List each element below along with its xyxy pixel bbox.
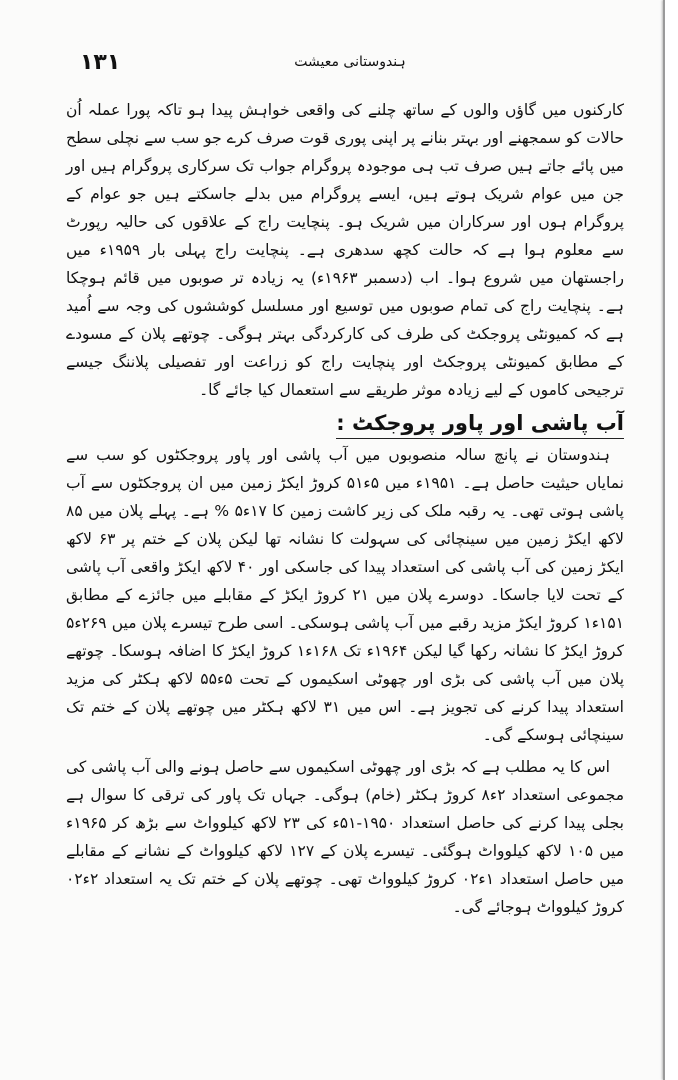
running-title: ہندوستانی معیشت — [294, 54, 406, 70]
paragraph-1: کارکنوں میں گاؤں والوں کے ساتھ چلنے کی واقعی خواہش پیدا ہو تاکہ پورا عملہ اُن حالات کو سمجھنے اور بہتر بنانے پر اپنی پوری قوت صرف کرے جو سب سے نچلی سطح میں پائے جاتے ہیں صرف تب ہی موجودہ پروگرام جواب تک سرکاری پروگرام ہیں اور جن میں عوام شریک ہوتے ہیں، ایسے پروگرام میں بدلے جاسکتے ہیں جو عوام کے پروگرام ہوں اور سرکاران میں شریک ہو۔ پنچایت راج کے علاقوں کی حالیہ رپورٹ سے معلوم ہوا ہے کہ حالت کچھ سدھری ہے۔ پنچایت راج پہلی بار ۱۹۵۹ء میں راجستھان میں شروع ہوا۔ اب (دسمبر ۱۹۶۳ء) یہ زیادہ تر صوبوں میں قائم ہوچکا ہے۔ پنچایت راج کی تمام صوبوں میں توسیع اور مسلسل کوششوں کی وجہ سے اُمید ہے کہ کمیونٹی پروجکٹ کی طرف کی کارکردگی بہتر ہوگی۔ چوتھے پلان کے مسودے کے مطابق کمیونٹی پروجکٹ اور پنچایت راج کو زراعت اور تفصیلی پلاننگ جیسے ترجیحی کاموں کے لیے زیادہ موثر طریقے سے استعمال کیا جائے گا۔ — [66, 101, 624, 399]
page-body — [66, 96, 624, 921]
page-header — [80, 50, 620, 90]
section-heading-text: آب پاشی اور پاور پروجکٹ : — [336, 408, 624, 439]
page-edge — [663, 0, 678, 1080]
paragraph-2: ہندوستان نے پانچ سالہ منصوبوں میں آب پاشی اور پاور پروجکٹوں کو سب سے نمایاں حیثیت حاصل ہے۔ ۱۹۵۱ء میں ۵ء۵۱ کروڑ ایکڑ زمین میں ان پروجکٹوں سے آب پاشی ہوتی تھی۔ یہ رقبہ ملک کی زیر کاشت زمین کا ۱۷ء۵ % ہے۔ پہلے پلان میں ۸۵ لاکھ ایکڑ زمین میں سینچائی کی سہولت کا نشانہ تھا لیکن پلان کے ختم پر ۶۳ لاکھ ایکڑ زمین کی آب پاشی کی استعداد پیدا کی جاسکی اور ۴۰ لاکھ ایکڑ واقعی آب پاشی کے تحت لایا جاسکا۔ دوسرے پلان میں ۲۱ کروڑ ایکڑ کے مقابلے میں جائزے کے مطابق ۱۵۱ء۱ کروڑ ایکڑ مزید رقبے میں آب پاشی ہوسکی۔ اسی طرح تیسرے پلان میں ۲۶۹ء۵ کروڑ ایکڑ کا نشانہ رکھا گیا لیکن ۱۹۶۴ء تک ۱۶۸ء۱ کروڑ ایکڑ کا اضافہ ہوسکا۔ چوتھے پلان میں آب پاشی کی بڑی اور چھوٹی اسکیموں کے تحت ۵ء۵۵ لاکھ ہکٹر کی مزید استعداد پیدا کرنے کی تجویز ہے۔ اس میں ۳۱ لاکھ ہکٹر میں چوتھے پلان کے ختم تک سینچائی ہوسکے گی۔ — [66, 446, 625, 744]
page-number: ۱۳۱ — [80, 50, 121, 75]
paragraph-3: اس کا یہ مطلب ہے کہ بڑی اور چھوٹی اسکیموں سے حاصل ہونے والی آب پاشی کی مجموعی استعداد ۲ء۸ کروڑ ہکٹر (خام) ہوگی۔ جہاں تک پاور کی ترقی کا سوال ہے بجلی پیدا کرنے کی حاصل استعداد ۱۹۵۰-۵۱ء کی ۲۳ لاکھ کیلوواٹ سے بڑھ کر ۱۹۶۵ء میں ۱۰۵ لاکھ کیلوواٹ ہوگئی۔ تیسرے پلان کے ۱۲۷ لاکھ کیلوواٹ کے نشانے کے مقابلے میں حاصل استعداد ۱ء۰۲ کروڑ کیلوواٹ تھی۔ چوتھے پلان کے ختم تک یہ استعداد ۲ء۰۲ کروڑ کیلوواٹ ہوجائے گی۔ — [65, 758, 625, 916]
section-heading — [66, 408, 624, 439]
